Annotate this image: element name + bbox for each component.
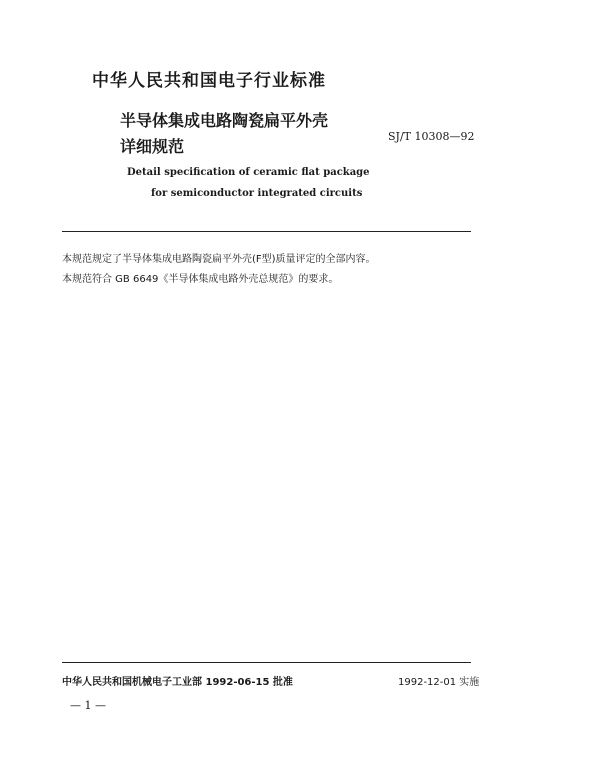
standard-header: 中华人民共和国电子行业标准: [92, 71, 326, 91]
title-zh-line1: 半导体集成电路陶瓷扁平外壳: [120, 111, 329, 130]
standard-code: SJ/T 10308—92: [388, 130, 475, 143]
title-en-line1: Detail specification of ceramic flat package: [127, 167, 370, 178]
body-paragraph: 本规范规定了半导体集成电路陶瓷扁平外壳(F型)质量评定的全部内容。: [62, 254, 376, 265]
footer-divider: [62, 662, 471, 663]
body-paragraph: 本规范符合 GB 6649《半导体集成电路外壳总规范》的要求。: [62, 274, 339, 285]
title-en-line2: for semiconductor integrated circuits: [151, 188, 363, 199]
page-number: — 1 —: [70, 699, 106, 712]
approval-date: 中华人民共和国机械电子工业部 1992-06-15 批准: [62, 677, 293, 688]
title-zh-line2: 详细规范: [120, 137, 185, 156]
implementation-date: 1992-12-01 实施: [398, 677, 480, 688]
header-divider: [62, 231, 471, 232]
